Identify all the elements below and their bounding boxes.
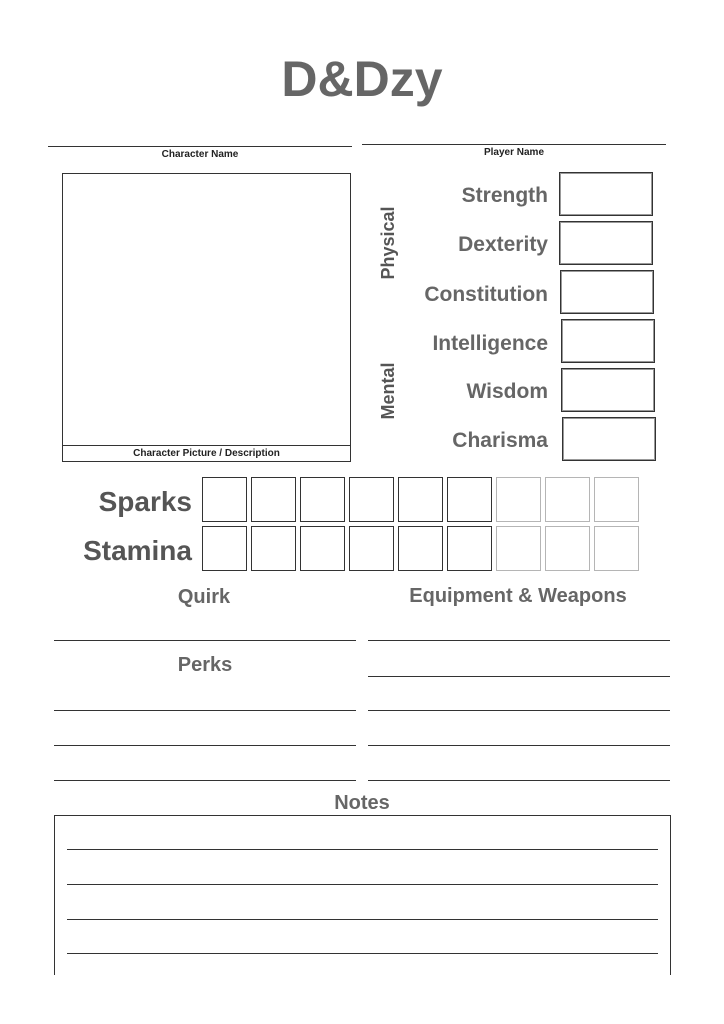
stamina-cell-2[interactable]: [251, 526, 296, 571]
stamina-cell-3[interactable]: [300, 526, 345, 571]
stat-box-intelligence[interactable]: [561, 319, 655, 363]
stat-box-charisma[interactable]: [562, 417, 656, 461]
physical-group-label: Physical: [378, 206, 398, 280]
sparks-cell-6[interactable]: [447, 477, 492, 522]
stat-box-strength[interactable]: [559, 172, 653, 216]
sparks-cell-8[interactable]: [545, 477, 590, 522]
sparks-cell-3[interactable]: [300, 477, 345, 522]
notes-line-2[interactable]: [67, 884, 658, 885]
equipment-line-1[interactable]: [368, 640, 670, 641]
perks-line-2[interactable]: [54, 745, 356, 746]
equipment-line-2[interactable]: [368, 676, 670, 677]
notes-box[interactable]: [54, 815, 671, 975]
notes-line-4[interactable]: [67, 953, 658, 954]
equipment-line-5[interactable]: [368, 780, 670, 781]
character-picture-box[interactable]: [62, 173, 351, 462]
character-picture-label: Character Picture / Description: [63, 445, 350, 461]
stat-label-wisdom: Wisdom: [466, 380, 548, 403]
sparks-cell-7[interactable]: [496, 477, 541, 522]
equipment-line-3[interactable]: [368, 710, 670, 711]
sparks-cell-1[interactable]: [202, 477, 247, 522]
notes-line-3[interactable]: [67, 919, 658, 920]
sparks-cell-2[interactable]: [251, 477, 296, 522]
stat-label-constitution: Constitution: [424, 283, 548, 306]
stat-label-strength: Strength: [461, 184, 548, 207]
stamina-cell-9[interactable]: [594, 526, 639, 571]
stat-label-dexterity: Dexterity: [458, 233, 548, 256]
character-name-line[interactable]: [48, 146, 352, 147]
mental-group-label: Mental: [378, 362, 398, 420]
stamina-cell-1[interactable]: [202, 526, 247, 571]
stamina-cell-6[interactable]: [447, 526, 492, 571]
stat-label-charisma: Charisma: [452, 429, 548, 452]
stat-box-constitution[interactable]: [560, 270, 654, 314]
sparks-cell-4[interactable]: [349, 477, 394, 522]
stat-label-intelligence: Intelligence: [432, 332, 548, 355]
perks-line-3[interactable]: [54, 780, 356, 781]
equipment-line-4[interactable]: [368, 745, 670, 746]
character-name-label: Character Name: [161, 149, 239, 160]
stamina-cell-8[interactable]: [545, 526, 590, 571]
stamina-label: Stamina: [83, 535, 192, 566]
player-name-label: Player Name: [483, 147, 545, 158]
player-name-line[interactable]: [362, 144, 666, 145]
perks-label: Perks: [177, 654, 233, 676]
stat-box-dexterity[interactable]: [559, 221, 653, 265]
stamina-cell-7[interactable]: [496, 526, 541, 571]
stamina-cell-5[interactable]: [398, 526, 443, 571]
sheet-title: D&Dzy: [281, 51, 443, 107]
sparks-label: Sparks: [98, 486, 192, 517]
quirk-label: Quirk: [177, 586, 231, 608]
notes-label: Notes: [334, 792, 390, 814]
notes-line-1[interactable]: [67, 849, 658, 850]
quirk-line[interactable]: [54, 640, 356, 641]
stat-box-wisdom[interactable]: [561, 368, 655, 412]
equipment-label: Equipment & Weapons: [409, 585, 627, 607]
sparks-cell-5[interactable]: [398, 477, 443, 522]
stamina-cell-4[interactable]: [349, 526, 394, 571]
perks-line-1[interactable]: [54, 710, 356, 711]
sparks-cell-9[interactable]: [594, 477, 639, 522]
